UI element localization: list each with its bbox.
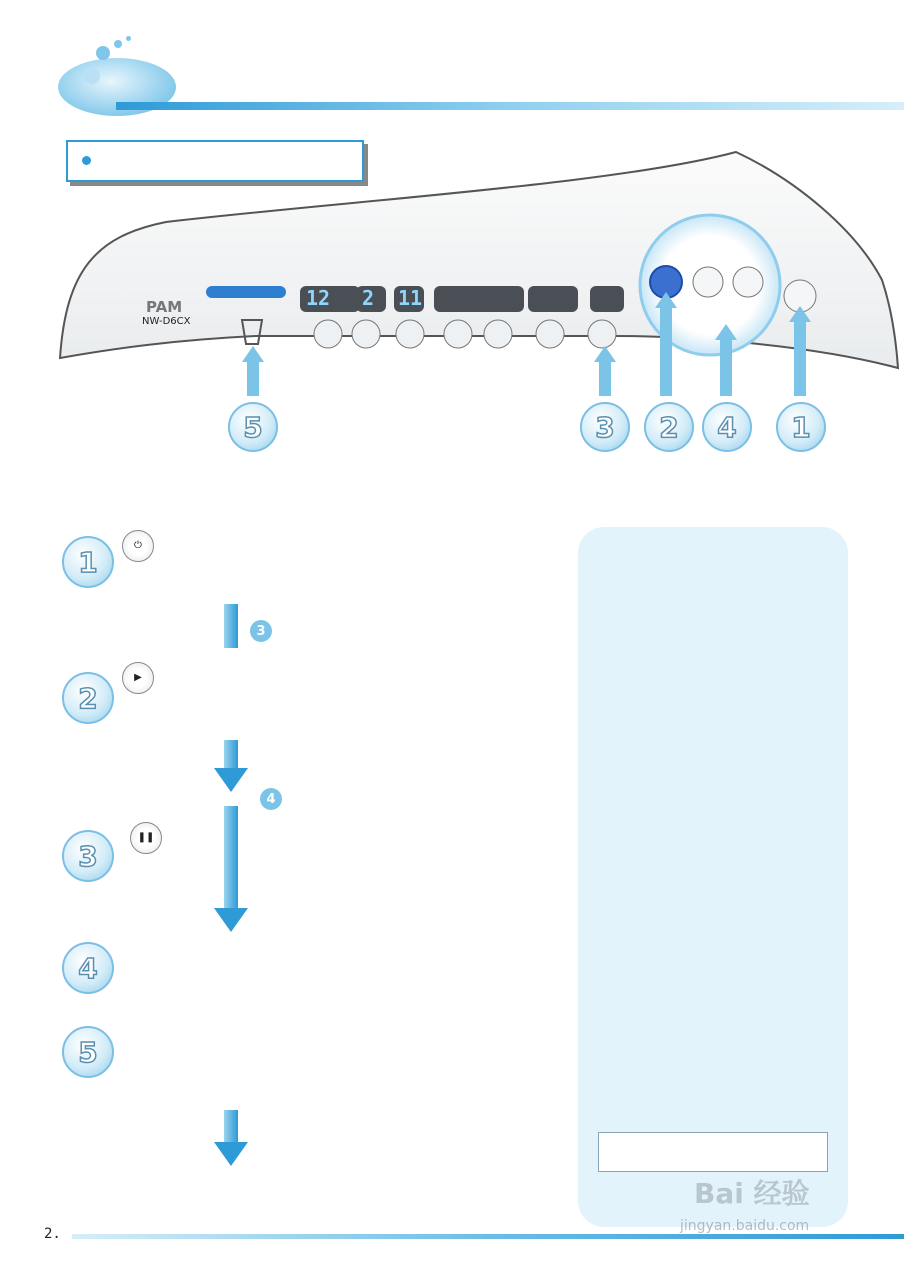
flow-arrow-head	[214, 908, 248, 932]
flow-arrow-shaft	[224, 604, 238, 648]
footer-rule	[72, 1234, 904, 1239]
step-1-note	[250, 620, 272, 642]
pause-icon: ❚❚	[130, 822, 162, 854]
flow-arrow-shaft	[224, 1110, 238, 1144]
header-rule	[116, 102, 904, 110]
flow-arrow-shaft	[224, 806, 238, 910]
start-icon: ▶	[122, 662, 154, 694]
washer-control-panel	[56, 140, 904, 440]
callout-5: 5	[228, 402, 278, 452]
decor-bubble	[114, 40, 122, 48]
flow-arrow-head	[214, 1142, 248, 1166]
watermark-url: jingyan.baidu.com	[680, 1218, 810, 1234]
callout-4: 4	[702, 402, 752, 452]
step-3-line-1	[130, 820, 162, 854]
step-1-line-1	[122, 528, 154, 562]
callout-1: 1	[776, 402, 826, 452]
bullet-dot	[82, 156, 91, 165]
callout-3: 3	[580, 402, 630, 452]
step-4-number: 4	[62, 942, 114, 994]
ref-chip-4: 4	[260, 788, 282, 810]
panel-brand-pam: PAM	[146, 298, 183, 316]
instruction-label-box	[66, 140, 364, 182]
watermark-brand: Bai 经验	[694, 1177, 810, 1210]
display-minutes: 12	[306, 286, 331, 310]
step-2-line-1	[122, 660, 154, 694]
decor-bubble	[84, 68, 100, 84]
step-1-number: 1	[62, 536, 114, 588]
decor-bubble	[96, 46, 110, 60]
side-notes-panel	[578, 527, 848, 1227]
step-2-note-3	[260, 788, 282, 810]
step-5-number: 5	[62, 1026, 114, 1078]
power-icon: ⏻	[122, 530, 154, 562]
panel-model: NW-D6CX	[142, 316, 191, 327]
decor-bubble	[126, 36, 131, 41]
ref-chip-3: 3	[250, 620, 272, 642]
display-spin: 11	[398, 286, 423, 310]
flow-arrow-shaft	[224, 740, 238, 770]
display-rinse: 2	[362, 286, 375, 310]
callout-2: 2	[644, 402, 694, 452]
step-2-number: 2	[62, 672, 114, 724]
side-caution-box	[598, 1132, 828, 1172]
flow-arrow-head	[214, 768, 248, 792]
page-number: 2.	[44, 1226, 61, 1242]
step-3-number: 3	[62, 830, 114, 882]
